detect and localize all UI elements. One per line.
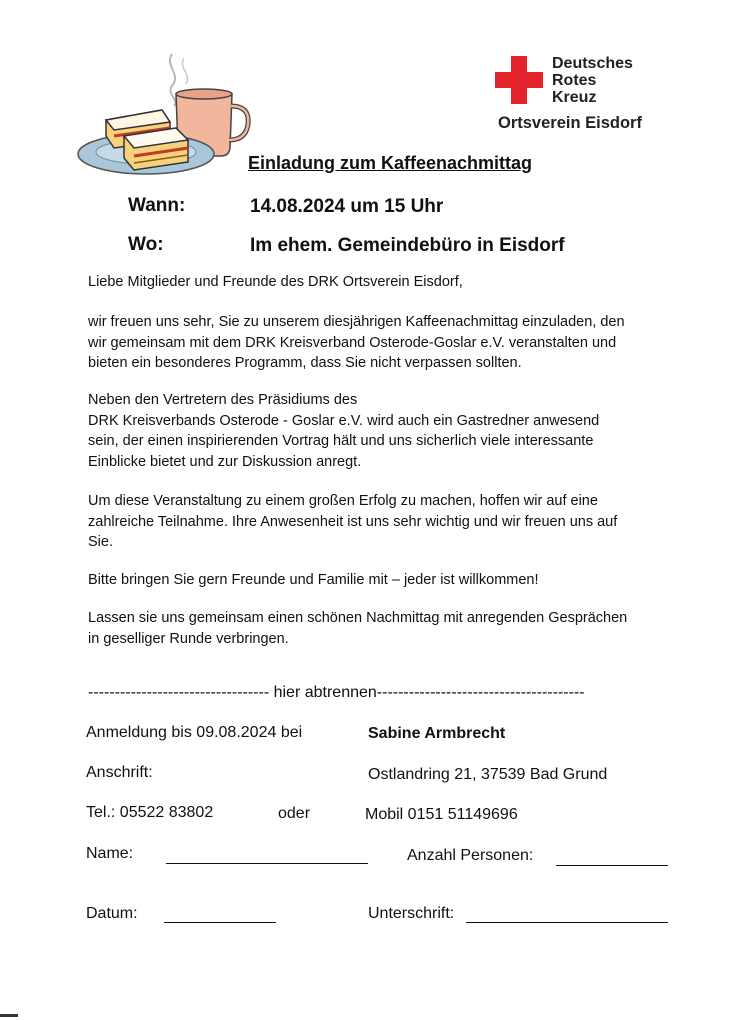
name-field-line[interactable] (166, 863, 368, 864)
when-value: 14.08.2024 um 15 Uhr (250, 196, 444, 217)
anzahl-field-line[interactable] (556, 865, 668, 866)
datum-field-line[interactable] (164, 922, 276, 923)
paragraph-5 (88, 608, 627, 649)
anschrift-label: Anschrift: (86, 764, 153, 781)
tel: Tel.: 05522 83802 (86, 804, 214, 821)
paragraph-4: Bitte bringen Sie gern Freunde und Familie mit – jeder ist willkommen! (88, 572, 539, 588)
logo-line-3: Kreuz (552, 89, 597, 106)
paragraph-line: wir freuen uns sehr, Sie zu unserem diesjährigen Kaffeenachmittag einzuladen, den (88, 314, 625, 330)
name-label: Name: (86, 845, 134, 862)
paragraph-line: Um diese Veranstaltung zu einem großen Erfolg zu machen, hoffen wir auf eine (88, 493, 598, 509)
logo-line-1: Deutsches (552, 55, 633, 72)
paragraph-line: in geselliger Runde verbringen. (88, 630, 289, 647)
unterschrift-label: Unterschrift: (368, 905, 455, 922)
paragraph-1 (88, 312, 625, 374)
paragraph-line: wir gemeinsam mit dem DRK Kreisverband Osterode-Goslar e.V. veranstalten und (88, 334, 617, 351)
logo-line-2: Rotes (552, 72, 597, 89)
paragraph-line: bieten ein besonderes Programm, dass Sie nicht verpassen sollten. (88, 355, 522, 371)
red-cross-icon (495, 56, 543, 104)
datum-label: Datum: (86, 905, 138, 922)
greeting: Liebe Mitglieder und Freunde des DRK Ortsverein Eisdorf, (88, 274, 463, 290)
cut-line: ---------------------------------- hier abtrennen--------------------------------------- (88, 684, 585, 701)
where-label: Wo: (128, 234, 164, 255)
oder: oder (278, 805, 311, 822)
paragraph-line: DRK Kreisverbands Osterode - Goslar e.V. wird auch ein Gastredner anwesend (88, 412, 600, 429)
mobil: Mobil 0151 51149696 (365, 806, 518, 823)
anmeldung-label: Anmeldung bis 09.08.2024 bei (86, 724, 303, 741)
paragraph-line: Sie. (88, 534, 113, 550)
coffee-cake-illustration (72, 44, 252, 184)
when-label: Wann: (128, 195, 186, 216)
contact-name: Sabine Armbrecht (368, 725, 506, 742)
paragraph-line: Lassen sie uns gemeinsam einen schönen Nachmittag mit anregenden Gesprächen (88, 610, 628, 626)
address: Ostlandring 21, 37539 Bad Grund (368, 766, 608, 783)
paragraph-line: Einblicke bietet und zur Diskussion anregt. (88, 453, 362, 470)
paragraph-line: zahlreiche Teilnahme. Ihre Anwesenheit ist uns sehr wichtig und wir freuen uns auf (88, 513, 618, 530)
page-title: Einladung zum Kaffeenachmittag (248, 153, 533, 173)
scan-mark (0, 1014, 18, 1017)
paragraph-line: sein, der einen inspirierenden Vortrag hält und uns sicherlich viele interessante (88, 433, 594, 449)
paragraph-line: Neben den Vertretern des Präsidiums des (88, 392, 358, 408)
where-value: Im ehem. Gemeindebüro in Eisdorf (250, 235, 565, 256)
paragraph-2 (88, 390, 599, 472)
ortsverein-name: Ortsverein Eisdorf (498, 114, 642, 132)
unterschrift-field-line[interactable] (466, 922, 668, 923)
anzahl-label: Anzahl Personen: (407, 847, 534, 864)
paragraph-3 (88, 491, 617, 553)
